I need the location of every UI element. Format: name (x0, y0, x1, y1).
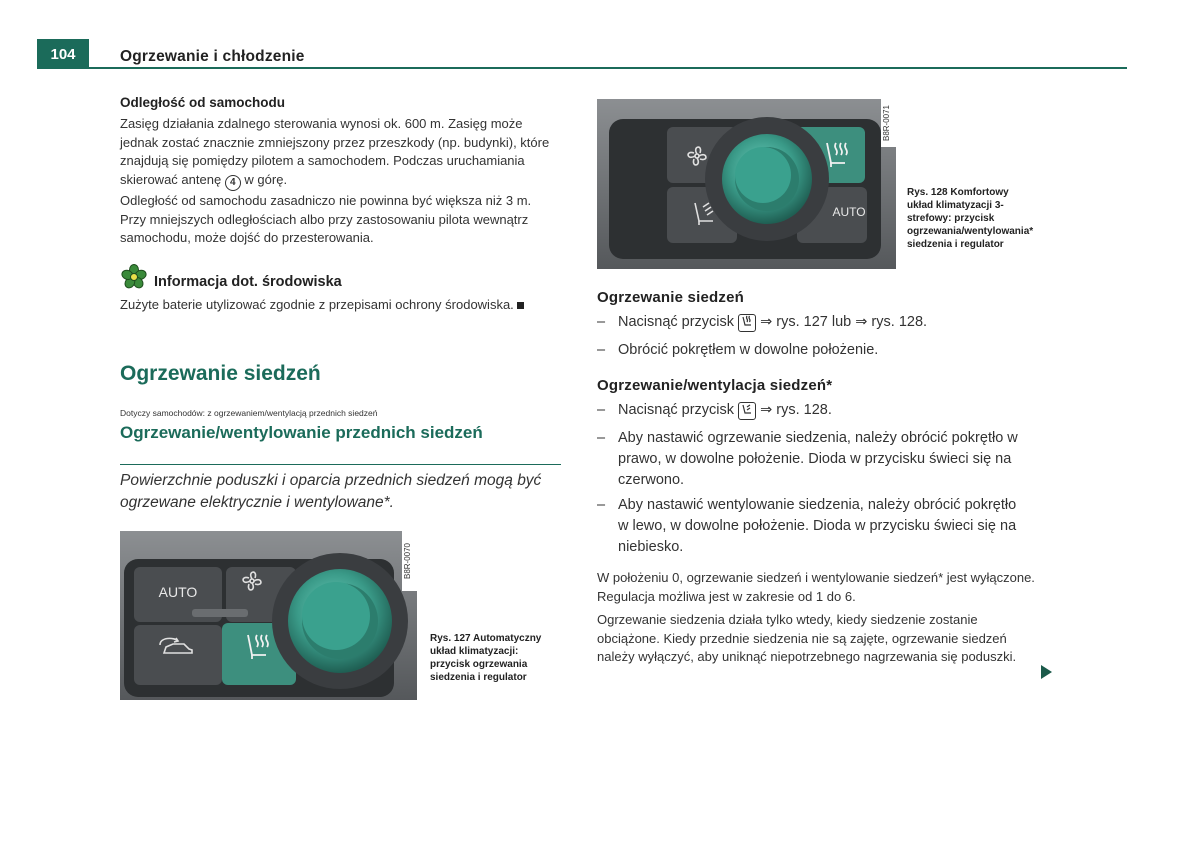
figure-128-caption-text: Komfortowy układ klimatyzacji 3-strefowy: przycisk ogrzewania/wentylowania* siedzenia i regulator (907, 187, 1034, 250)
ventilation-step-2 (597, 428, 1037, 491)
seat-ventilation-key-icon (738, 402, 756, 420)
page-number: 104 (37, 39, 89, 69)
auto-button-label-127: AUTO (158, 584, 198, 600)
figure-128-code: B8R-0071 (882, 104, 891, 142)
applies-to-note: Dotyczy samochodów: z ogrzewaniem/wentylacją przednich siedzeń (120, 408, 378, 418)
continue-arrow-icon (1041, 665, 1052, 679)
environment-text (120, 296, 560, 315)
ventilation-step-1-text: Nacisnąć przycisk (618, 402, 735, 418)
header-rule (89, 67, 1127, 69)
ventilation-step-2-text: Aby nastawić ogrzewanie siedzenia, należy obrócić pokrętło w prawo, w dowolne położenie. Dioda w przycisku świeci się na czerwono. (618, 430, 1018, 488)
figure-128-caption (907, 186, 1035, 251)
dash: – (597, 497, 606, 513)
seat-heating-key-icon (738, 314, 756, 332)
heating-heading: Ogrzewanie siedzeń (597, 289, 744, 306)
intro-text: Powierzchnie poduszki i oparcia przednich siedzeń mogą być ogrzewane elektrycznie i wentylowane*. (120, 472, 542, 511)
figure-127-caption-text: Automatyczny układ klimatyzacji: przycisk ogrzewania siedzenia i regulator (430, 633, 542, 683)
figure-127-code: B8R-0070 (403, 542, 412, 580)
distance-p1-end: w górę. (244, 171, 288, 187)
dash: – (597, 342, 606, 358)
ventilation-step-3 (597, 495, 1037, 558)
distance-paragraph-2: Odległość od samochodu zasadniczo nie powinna być większa niż 3 m. Przy mniejszych odległościach albo przy zastosowaniu pilota wewnątrz samochodu, może dojść do przesterowania. (120, 193, 532, 245)
section-title: Ogrzewanie siedzeń (120, 362, 321, 385)
ventilation-step-1-ref: ⇒ rys. 128. (760, 402, 832, 418)
environment-text-content: Zużyte baterie utylizować zgodnie z przepisami ochrony środowiska. (120, 297, 514, 312)
off-position-paragraph: W położeniu 0, ogrzewanie siedzeń i wentylowanie siedzeń* jest wyłączone. Regulacja możliwa jest w zakresie od 1 do 6. (597, 570, 1035, 604)
subsection-rule (120, 464, 561, 465)
heating-step-1-text: Nacisnąć przycisk (618, 314, 735, 330)
ventilation-step-1 (597, 400, 1027, 421)
heating-step-2 (597, 340, 1027, 361)
distance-paragraph-1 (120, 115, 560, 191)
distance-heading: Odległość od samochodu (120, 95, 286, 110)
auto-button-label-128: AUTO (832, 205, 866, 219)
climate-panel-illustration-128 (597, 99, 896, 269)
dash: – (597, 430, 606, 446)
ventilation-step-3-text: Aby nastawić wentylowanie siedzenia, należy obrócić pokrętło w lewo, w dowolne położenie. Dioda w przycisku świeci się na niebiesko. (618, 497, 1017, 555)
heating-step-2-text: Obrócić pokrętłem w dowolne położenie. (618, 342, 879, 358)
seat-load-paragraph: Ogrzewanie siedzenia działa tylko wtedy, kiedy siedzenie zostanie obciążone. Kiedy przednie siedzenia nie są zajęte, ogrzewanie siedzeń należy wyłączyć, aby uniknąć niepotrzebnego nagrzewania się poduszki. (597, 612, 1017, 664)
dash: – (597, 314, 606, 330)
ventilation-heading: Ogrzewanie/wentylacja siedzeń* (597, 377, 833, 394)
heating-step-1 (597, 312, 1027, 333)
figure-127-caption (430, 632, 555, 684)
climate-panel-illustration-127 (120, 531, 417, 700)
environment-heading: Informacja dot. środowiska (154, 274, 342, 290)
distance-p1-text: Zasięg działania zdalnego sterowania wynosi ok. 600 m. Zasięg może jednak zostać znacznie zmniejszony przez przeszkody (np. budynki), które znajdują się pomiędzy pilotem a samochodem. Podczas uruchamiania skierować antenę (120, 116, 550, 187)
figure-128 (597, 99, 896, 269)
subsection-title: Ogrzewanie/wentylowanie przednich siedzeń (120, 423, 483, 442)
figure-127 (120, 531, 417, 700)
figure-127-number: Rys. 127 (430, 633, 471, 644)
flower-icon (120, 263, 148, 291)
figure-128-number: Rys. 128 (907, 187, 948, 198)
end-marker (517, 302, 524, 309)
running-header: Ogrzewanie i chłodzenie (120, 48, 305, 65)
heating-step-1-ref: ⇒ rys. 127 lub ⇒ rys. 128. (760, 314, 928, 330)
antenna-number-badge: 4 (225, 175, 241, 191)
dash: – (597, 402, 606, 418)
